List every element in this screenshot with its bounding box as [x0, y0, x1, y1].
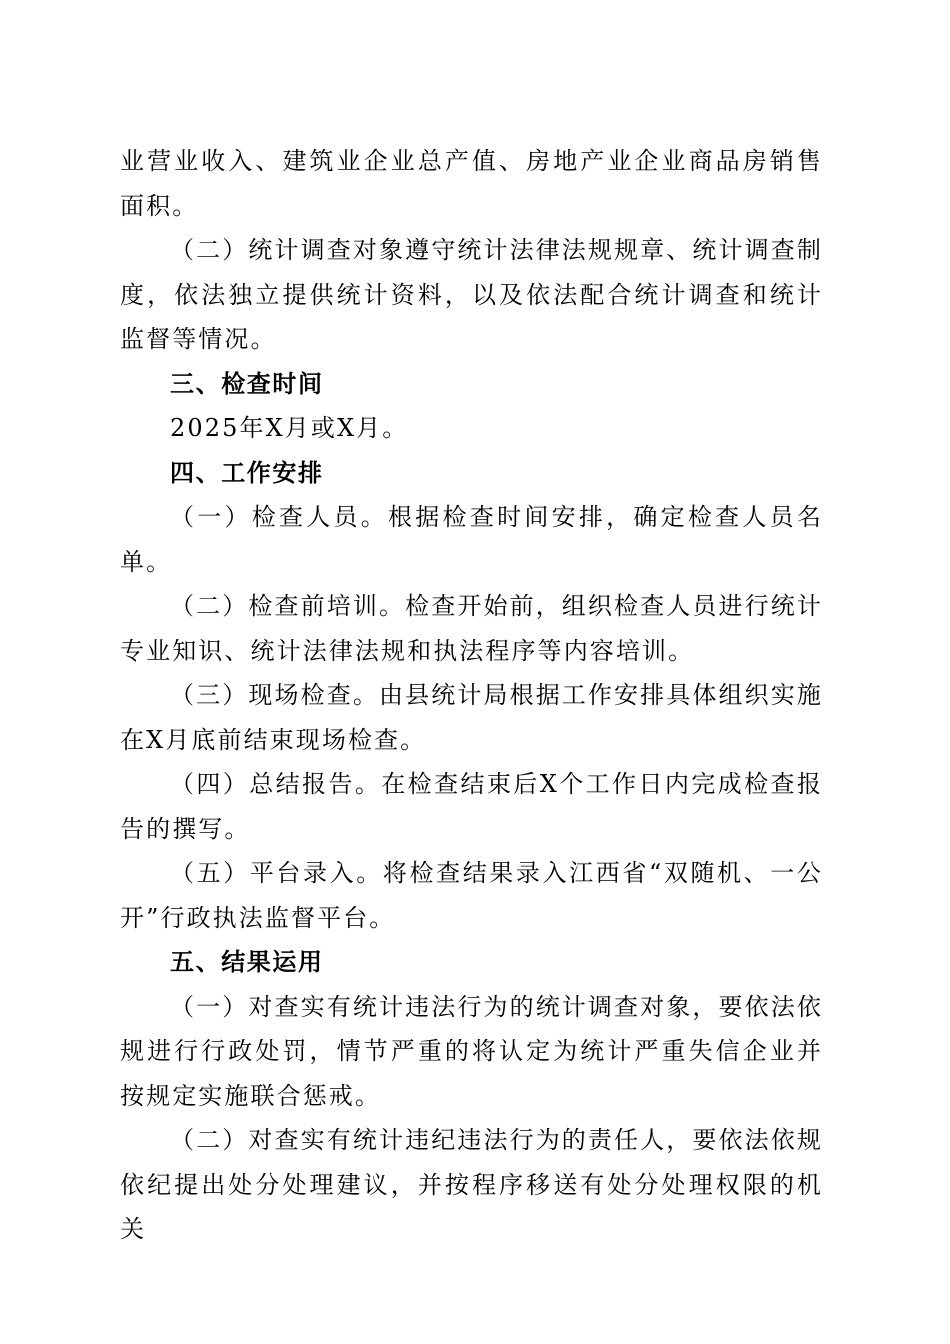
paragraph-arrangement-3: （三）现场检查。由县统计局根据工作安排具体组织实施在X月底前结束现场检查。 — [120, 681, 823, 754]
section-heading-result-application: 五、结果运用 — [170, 948, 324, 976]
paragraph-arrangement-4: （四）总结报告。在检查结束后X个工作日内完成检查报告的撰写。 — [120, 770, 823, 843]
section-heading-inspection-time: 三、检查时间 — [170, 369, 324, 398]
paragraph-continuation: 业营业收入、建筑业企业总产值、房地产业企业商品房销售面积。 — [120, 147, 823, 220]
section-heading-work-arrangement: 四、工作安排 — [170, 458, 324, 487]
paragraph-arrangement-2: （二）检查前培训。检查开始前，组织检查人员进行统计专业知识、统计法律法规和执法程序等内容培训。 — [120, 592, 823, 665]
document-body — [120, 139, 823, 1252]
paragraph-arrangement-1: （一）检查人员。根据检查时间安排，确定检查人员名单。 — [120, 503, 823, 576]
paragraph-arrangement-5: （五）平台录入。将检查结果录入江西省“双随机、一公开”行政执法监督平台。 — [120, 859, 823, 932]
paragraph-result-1: （一）对查实有统计违法行为的统计调查对象，要依法依规进行行政处罚，情节严重的将认定为统计严重失信企业并按规定实施联合惩戒。 — [120, 992, 823, 1110]
paragraph-result-2: （二）对查实有统计违纪违法行为的责任人，要依法依规依纪提出处分处理建议，并按程序移送有处分处理权限的机关 — [120, 1126, 823, 1243]
paragraph-inspection-time: 2025年X月或X月。 — [170, 414, 409, 442]
paragraph-item-2: （二）统计调查对象遵守统计法律法规规章、统计调查制度，依法独立提供统计资料，以及依法配合统计调查和统计监督等情况。 — [120, 236, 823, 353]
